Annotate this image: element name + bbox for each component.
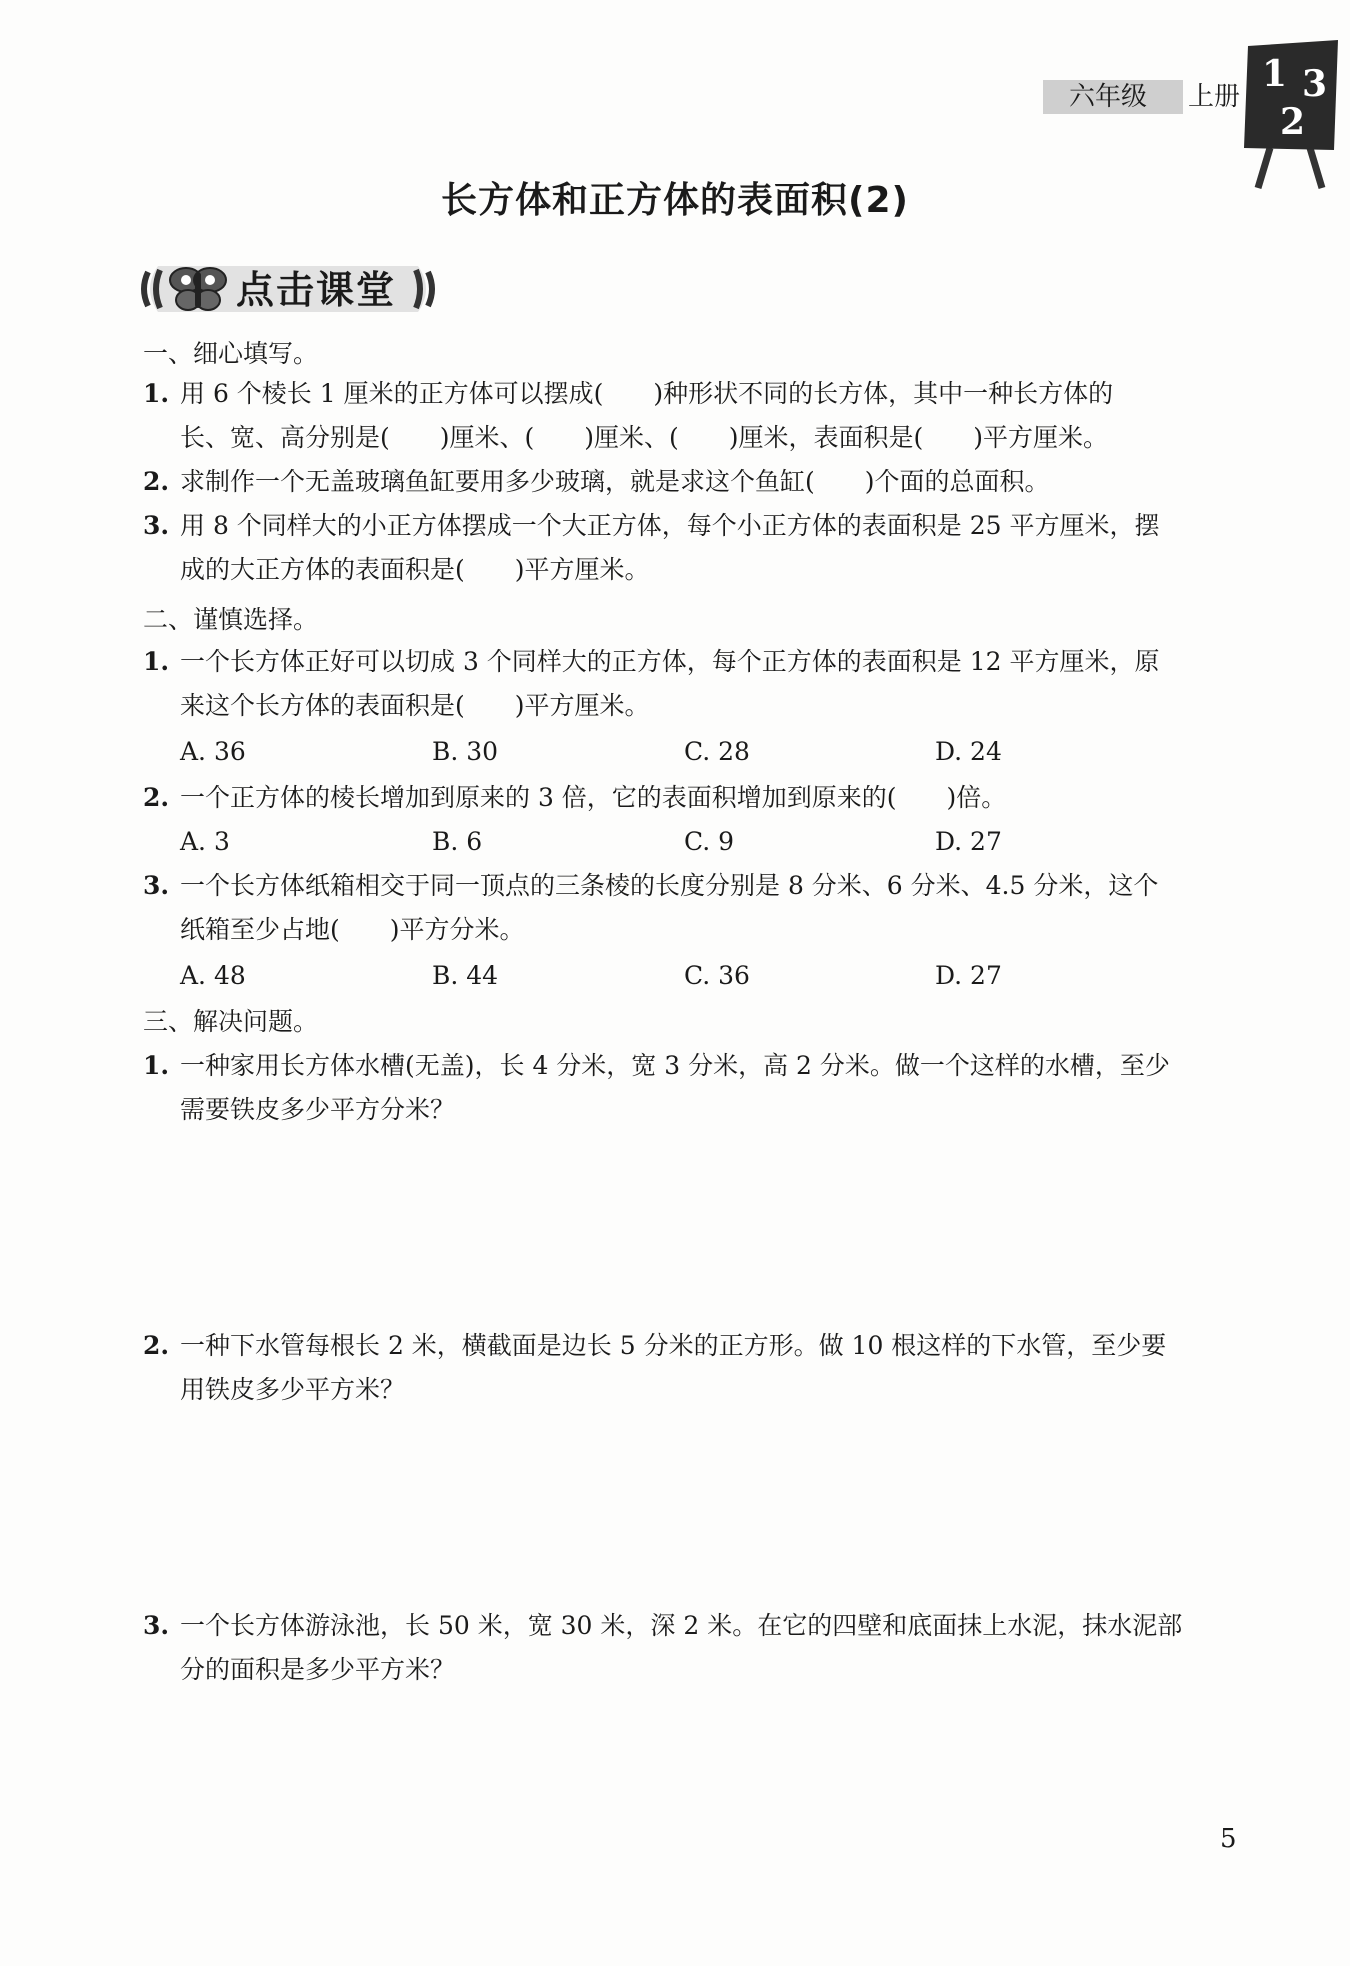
question-2-2: [143, 776, 1233, 820]
question-line: 需要铁皮多少平方分米？: [180, 1095, 456, 1124]
option-a[interactable]: A. 48: [180, 961, 246, 990]
option-c[interactable]: C. 9: [684, 827, 735, 856]
volume-label: 上册: [1188, 82, 1241, 112]
question-number: 3.: [143, 1611, 170, 1640]
section-heading-choice: 二、谨慎选择。: [143, 605, 319, 634]
question-line: 用 8 个同样大的小正方体摆成一个大正方体，每个小正方体的表面积是 25 平方厘米，摆: [180, 511, 1160, 540]
question-3-1: [143, 1044, 1233, 1132]
answer-space-3-1[interactable]: [180, 1140, 1230, 1320]
question-3-3: [143, 1604, 1233, 1692]
question-line: 纸箱至少占地( )平方分米。: [180, 915, 525, 944]
logo-digit-3: 3: [1302, 63, 1328, 105]
option-d[interactable]: D. 27: [935, 827, 1002, 856]
question-line: 来这个长方体的表面积是( )平方厘米。: [180, 691, 650, 720]
question-line: 用 6 个棱长 1 厘米的正方体可以摆成( )种形状不同的长方体，其中一种长方体的: [180, 379, 1114, 408]
question-number: 2.: [143, 1331, 170, 1360]
question-number: 1.: [143, 379, 170, 408]
question-number: 1.: [143, 1051, 170, 1080]
option-c[interactable]: C. 36: [684, 961, 750, 990]
answer-space-3-3[interactable]: [180, 1700, 1230, 1810]
question-number: 3.: [143, 511, 170, 540]
section-heading-problems: 三、解决问题。: [143, 1007, 319, 1036]
question-line: 一个长方体游泳池，长 50 米，宽 30 米，深 2 米。在它的四壁和底面抹上水泥，抹水泥部: [180, 1611, 1183, 1640]
option-b[interactable]: B. 30: [432, 737, 499, 766]
page-title: 长方体和正方体的表面积(2): [441, 180, 909, 221]
option-a[interactable]: A. 3: [180, 827, 230, 856]
page-number: 5: [1220, 1824, 1237, 1854]
question-number: 1.: [143, 647, 170, 676]
answer-space-3-2[interactable]: [180, 1420, 1230, 1600]
question-line: 成的大正方体的表面积是( )平方厘米。: [180, 555, 650, 584]
question-number: 2.: [143, 467, 170, 496]
banner-title: 点击课堂: [236, 268, 397, 312]
grade-badge: 六年级: [1043, 80, 1183, 114]
question-line: 一种家用长方体水槽(无盖)，长 4 分米，宽 3 分米，高 2 分米。做一个这样的水槽，至少: [180, 1051, 1170, 1080]
question-line: 长、宽、高分别是( )厘米、( )厘米、( )厘米，表面积是( )平方厘米。: [180, 423, 1109, 452]
question-line: 用铁皮多少平方米？: [180, 1375, 406, 1404]
question-line: 分的面积是多少平方米？: [180, 1655, 456, 1684]
option-b[interactable]: B. 6: [432, 827, 483, 856]
option-d[interactable]: D. 24: [935, 737, 1002, 766]
logo-digit-1: 1: [1262, 53, 1288, 95]
question-line: 一个正方体的棱长增加到原来的 3 倍，它的表面积增加到原来的( )倍。: [180, 783, 1007, 812]
option-b[interactable]: B. 44: [432, 961, 499, 990]
question-line: 一个长方体正好可以切成 3 个同样大的正方体，每个正方体的表面积是 12 平方厘米，原: [180, 647, 1160, 676]
question-line: 求制作一个无盖玻璃鱼缸要用多少玻璃，就是求这个鱼缸( )个面的总面积。: [180, 467, 1050, 496]
option-a[interactable]: A. 36: [180, 737, 246, 766]
question-line: 一种下水管每根长 2 米，横截面是边长 5 分米的正方形。做 10 根这样的下水管，至少要: [180, 1331, 1167, 1360]
option-c[interactable]: C. 28: [684, 737, 750, 766]
question-1-1: [143, 372, 1233, 460]
question-line: 一个长方体纸箱相交于同一顶点的三条棱的长度分别是 8 分米、6 分米、4.5 分米，这个: [180, 871, 1159, 900]
question-number: 3.: [143, 871, 170, 900]
question-1-3: [143, 504, 1233, 592]
question-3-2: [143, 1324, 1233, 1412]
question-2-3: [143, 864, 1233, 952]
option-d[interactable]: D. 27: [935, 961, 1002, 990]
butterfly-icon: [170, 268, 226, 310]
logo-digit-2: 2: [1280, 101, 1306, 143]
question-number: 2.: [143, 783, 170, 812]
question-1-2: [143, 460, 1233, 504]
question-2-1: [143, 640, 1233, 728]
section-heading-fill-in: 一、细心填写。: [143, 339, 319, 368]
